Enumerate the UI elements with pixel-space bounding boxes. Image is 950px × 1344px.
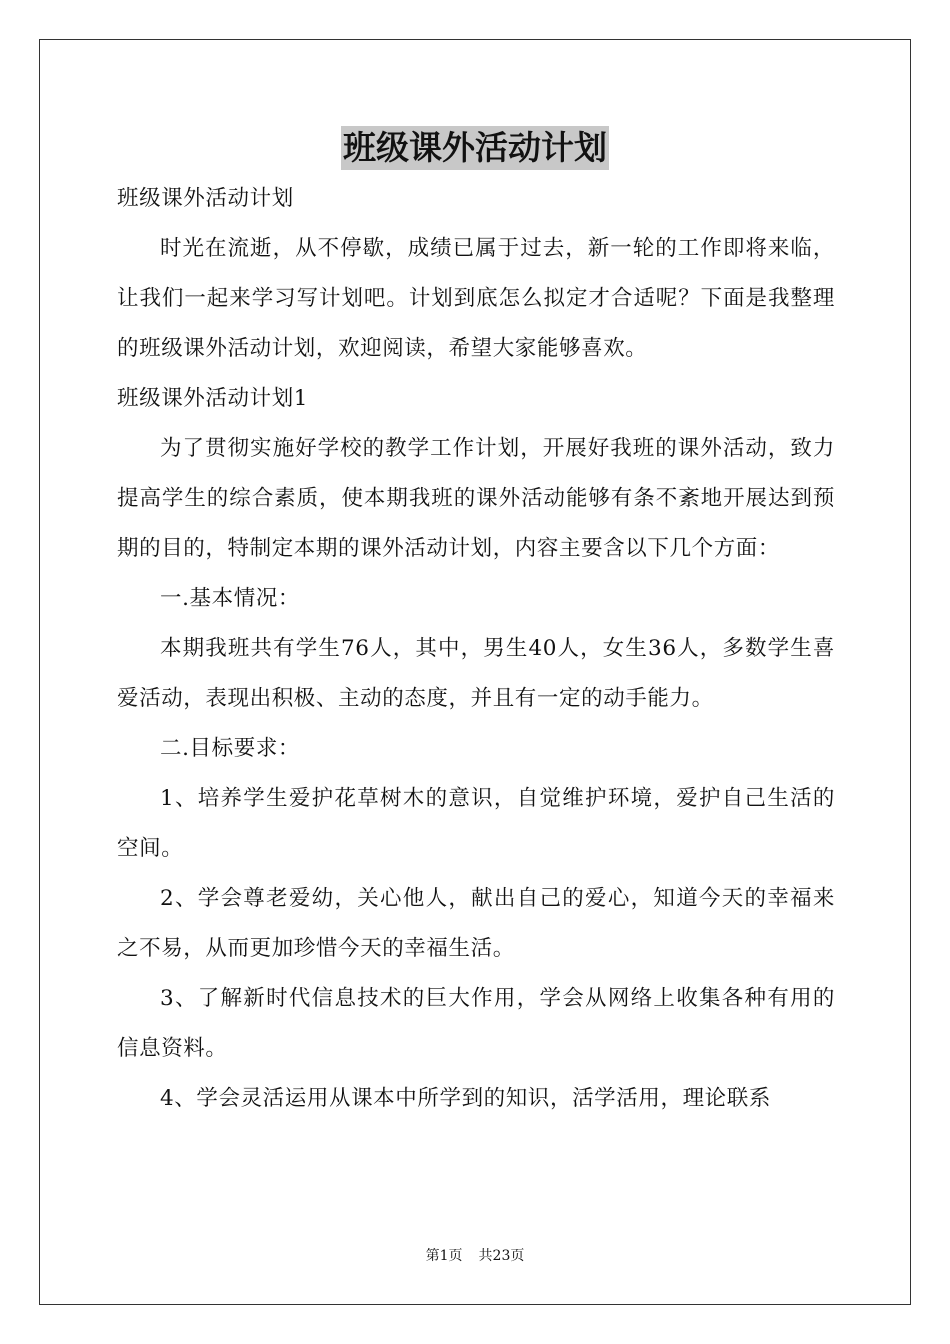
paragraph: 本期我班共有学生76人，其中，男生40人，女生36人，多数学生喜爱活动，表现出积极、主动的态度，并且有一定的动手能力。 bbox=[117, 636, 835, 711]
section-heading: 一.基本情况： bbox=[160, 586, 301, 611]
page-total: 共23页 bbox=[478, 1248, 525, 1264]
document-title: 班级课外活动计划 bbox=[341, 126, 609, 170]
list-item: 4、学会灵活运用从课本中所学到的知识，活学活用，理论联系 bbox=[160, 1086, 771, 1111]
paragraph: 时光在流逝，从不停歇，成绩已属于过去，新一轮的工作即将来临，让我们一起来学习写计划吧。计划到底怎么拟定才合适呢？下面是我整理的班级课外活动计划，欢迎阅读，希望大家能够喜欢。 bbox=[117, 236, 835, 361]
paragraph: 为了贯彻实施好学校的教学工作计划，开展好我班的课外活动，致力提高学生的综合素质，使本期我班的课外活动能够有条不紊地开展达到预期的目的，特制定本期的课外活动计划，内容主要含以下几个方面： bbox=[117, 436, 835, 561]
list-item: 2、学会尊老爱幼，关心他人，献出自己的爱心，知道今天的幸福来之不易，从而更加珍惜今天的幸福生活。 bbox=[117, 886, 835, 961]
paragraph: 班级课外活动计划1 bbox=[117, 386, 309, 411]
list-item: 1、培养学生爱护花草树木的意识，自觉维护环境，爱护自己生活的空间。 bbox=[117, 786, 835, 861]
paragraph: 班级课外活动计划 bbox=[117, 186, 294, 211]
list-item: 3、了解新时代信息技术的巨大作用，学会从网络上收集各种有用的信息资料。 bbox=[117, 986, 835, 1061]
page-footer bbox=[0, 1246, 950, 1266]
page-number: 第1页 bbox=[425, 1248, 463, 1264]
title-block bbox=[0, 126, 950, 170]
document-body bbox=[117, 174, 835, 1124]
section-heading: 二.目标要求： bbox=[160, 736, 301, 761]
